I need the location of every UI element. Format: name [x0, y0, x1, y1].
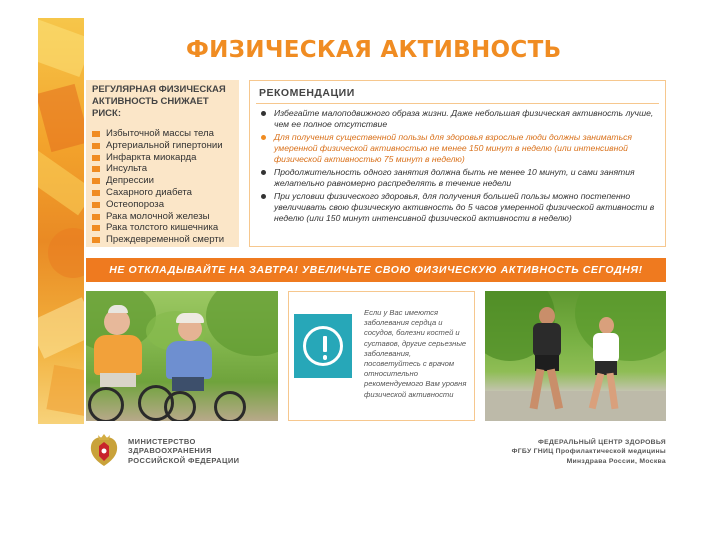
- recommendations-heading: РЕКОМЕНДАЦИИ: [259, 87, 355, 99]
- ministry-name-line: РОССИЙСКОЙ ФЕДЕРАЦИИ: [128, 455, 240, 465]
- risk-item: Сахарного диабета: [92, 187, 239, 199]
- risk-item: Преждевременной смерти: [92, 234, 239, 246]
- credit-line: ФГБУ ГНИЦ Профилактической медицины: [511, 448, 666, 456]
- recommendations-box: [249, 80, 666, 247]
- recommendations-list: [250, 99, 665, 224]
- credit-line: ФЕДЕРАЛЬНЫЙ ЦЕНТР ЗДОРОВЬЯ: [538, 439, 666, 446]
- risk-item: Депрессии: [92, 175, 239, 187]
- ministry-name-line: ЗДРАВООХРАНЕНИЯ: [128, 446, 212, 456]
- risk-item: Артериальной гипертонии: [92, 140, 239, 152]
- coat-of-arms-icon: [88, 432, 120, 470]
- notice-icon-tile: [294, 314, 352, 378]
- recommendation-item-highlighted: Для получения существенной пользы для здоровья взрослые люди должны заниматься умеренной физической активностью не менее 150 минут в неделю (или интенсивной физической активностью 75 минут в неделю): [274, 132, 657, 165]
- medical-notice: [288, 291, 475, 421]
- recommendation-item: Продолжительность одного занятия должна быть не менее 10 минут, и сами занятия желательно равномерно распределять в течение недели: [274, 167, 657, 189]
- exclamation-icon: [303, 326, 343, 366]
- risk-item: Рака молочной железы: [92, 211, 239, 223]
- risk-list: [86, 120, 239, 246]
- risk-item: Рака толстого кишечника: [92, 222, 239, 234]
- risk-item: Инсульта: [92, 163, 239, 175]
- notice-text: Если у Вас имеются заболевания сердца и сосудов, болезни костей и суставов, другие серьезные заболевания, посоветуйтесь с врачом относительно рекомендуемого Вам уровня физической активности: [364, 308, 467, 399]
- ministry-name-line: МИНИСТЕРСТВО: [128, 437, 196, 446]
- health-center-credit: [512, 438, 666, 466]
- risk-item: Инфаркта миокарда: [92, 152, 239, 164]
- divider: [256, 103, 659, 104]
- recommendation-item: Избегайте малоподвижного образа жизни. Даже небольшая физическая активность лучше, чем ее полное отсутствие: [274, 108, 657, 130]
- risk-item: Остеопороза: [92, 199, 239, 211]
- recommendation-item: При условии физического здоровья, для получения большей пользы можно постепенно увеличивать свою физическую активность до 5 часов умеренной физической активности в неделю (или 150 минут интенсивной физической активности в неделю): [274, 191, 657, 224]
- risk-heading: РЕГУЛЯРНАЯ ФИЗИЧЕСКАЯ АКТИВНОСТЬ СНИЖАЕТ РИСК:: [92, 84, 226, 119]
- cyclists-photo: [86, 291, 278, 421]
- joggers-photo: [485, 291, 666, 421]
- call-to-action-banner: НЕ ОТКЛАДЫВАЙТЕ НА ЗАВТРА! УВЕЛИЧЬТЕ СВОЮ ФИЗИЧЕСКУЮ АКТИВНОСТЬ СЕГОДНЯ!: [86, 258, 666, 282]
- risk-box: [86, 80, 239, 247]
- decorative-stripe: [38, 18, 84, 424]
- risk-item: Избыточной массы тела: [92, 128, 239, 140]
- page-title: ФИЗИЧЕСКАЯ АКТИВНОСТЬ: [186, 37, 562, 63]
- credit-line: Минздрава России, Москва: [566, 457, 666, 465]
- ministry-logo-block: [88, 432, 248, 472]
